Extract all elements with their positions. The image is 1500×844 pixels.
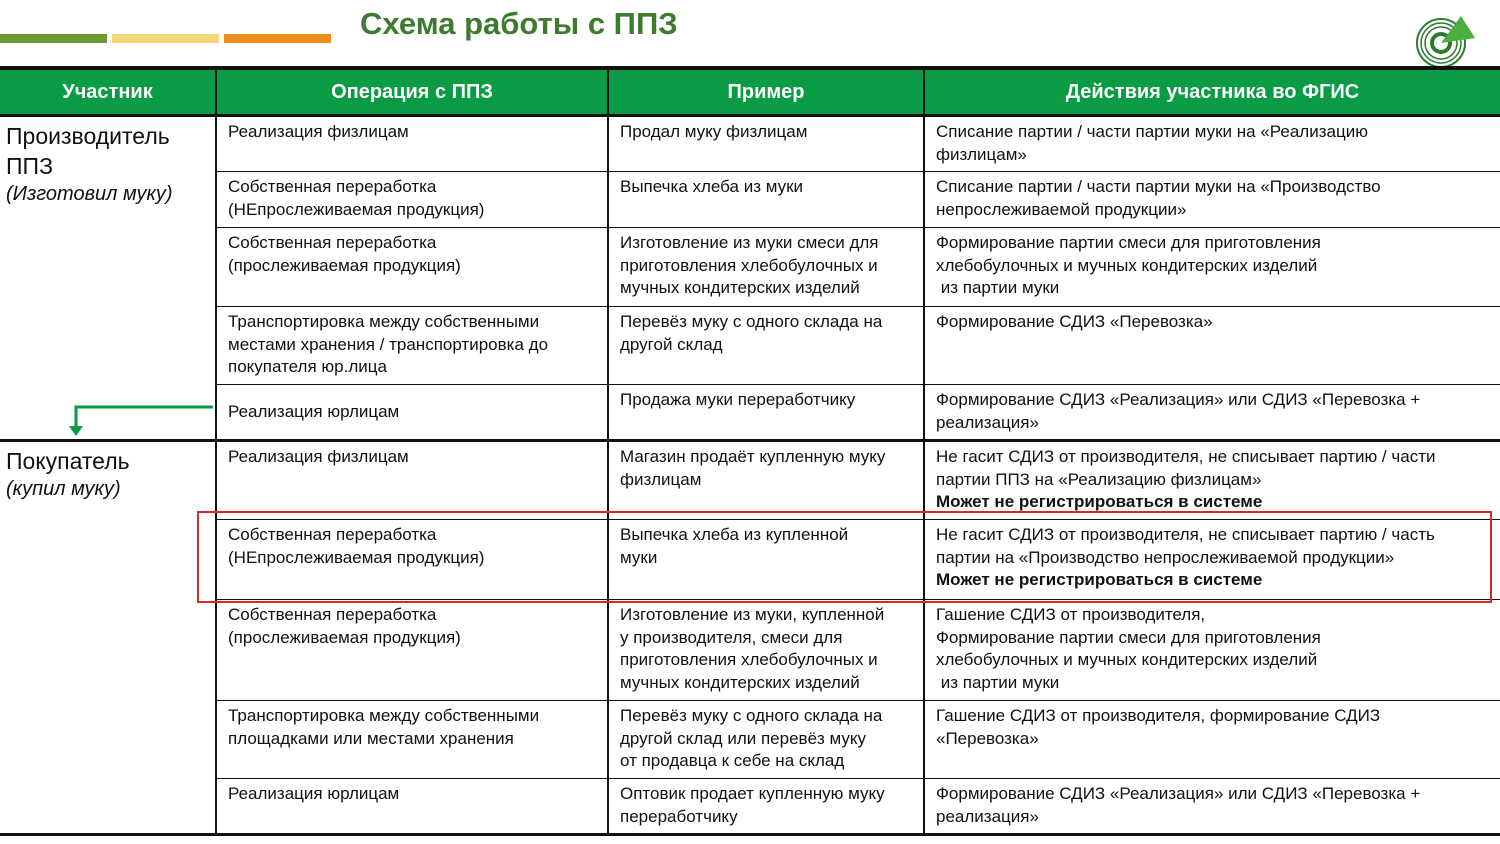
action-cell (924, 701, 1500, 779)
cell-line: Реализация юрлицам (228, 784, 400, 803)
table-header-row (0, 68, 1500, 116)
cell-line: приготовления хлебобулочных и (620, 650, 878, 669)
cell-line: Собственная переработка (228, 177, 437, 196)
cell-line: другой склад (620, 334, 723, 354)
decor-bar-yellow (112, 34, 219, 43)
decor-bar-green (0, 34, 107, 43)
cell-line: (прослеживаемая продукция) (228, 627, 461, 647)
cell-line: Собственная переработка (228, 233, 437, 252)
operation-cell (216, 307, 608, 385)
cell-line: Продал муку физлицам (620, 122, 808, 141)
cell-line: непрослеживаемой продукции» (936, 199, 1187, 219)
participant-producer (0, 116, 216, 441)
example-cell (608, 172, 924, 228)
cell-line: Гашение СДИЗ от производителя, формирование СДИЗ (936, 706, 1381, 725)
cell-line: Формирование СДИЗ «Перевозка» (936, 312, 1213, 331)
cell-line: Реализация юрлицам (228, 402, 400, 421)
action-cell (924, 520, 1500, 600)
example-cell (608, 520, 924, 600)
table-row (0, 385, 1500, 441)
example-cell (608, 385, 924, 441)
cell-line: местами хранения / транспортировка до (228, 334, 549, 354)
cell-line: Магазин продаёт купленную муку (620, 447, 886, 466)
example-cell (608, 307, 924, 385)
table-row (0, 116, 1500, 172)
cell-line: Изготовление из муки смеси для (620, 233, 879, 252)
action-cell (924, 307, 1500, 385)
cell-line: мучных кондитерских изделий (620, 672, 860, 692)
table-row (0, 600, 1500, 701)
cell-line: Оптовик продает купленную муку (620, 784, 885, 803)
cell-line: приготовления хлебобулочных и (620, 255, 878, 275)
operation-cell (216, 385, 608, 441)
cell-line-bold: Может не регистрироваться в системе (936, 492, 1263, 511)
page-title: Схема работы с ППЗ (360, 6, 678, 41)
cell-line: Списание партии / части партии муки на «Реализацию (936, 122, 1368, 141)
table-row (0, 172, 1500, 228)
example-cell (608, 116, 924, 172)
participant-note: (Изготовил муку) (6, 183, 173, 205)
ppz-table (0, 66, 1500, 836)
cell-line: Списание партии / части партии муки на «Производство (936, 177, 1381, 196)
header-actions: Действия участника во ФГИС (924, 68, 1500, 116)
operation-cell (216, 600, 608, 701)
action-cell (924, 600, 1500, 701)
cell-line: партии ППЗ на «Реализацию физлицам» (936, 469, 1262, 489)
example-cell (608, 779, 924, 835)
operation-cell (216, 701, 608, 779)
cell-line: хлебобулочных и мучных кондитерских изделий (936, 650, 1318, 669)
table-row (0, 701, 1500, 779)
table-row (0, 228, 1500, 307)
cell-line: Формирование партии смеси для приготовления (936, 627, 1321, 647)
header-operation: Операция с ППЗ (216, 68, 608, 116)
cell-line: (НЕпрослеживаемая продукция) (228, 547, 485, 567)
cell-line: физлицам (620, 469, 702, 489)
cell-line: у производителя, смеси для (620, 627, 843, 647)
example-cell (608, 701, 924, 779)
participant-name: Производитель (6, 123, 170, 149)
participant-name: ППЗ (6, 153, 53, 179)
circular-arrow-logo-icon (1411, 12, 1477, 70)
action-cell (924, 779, 1500, 835)
cell-line: физлицам» (936, 144, 1027, 164)
participant-name: Покупатель (6, 448, 130, 474)
cell-line: из партии муки (936, 672, 1060, 692)
operation-cell (216, 520, 608, 600)
action-cell (924, 441, 1500, 520)
operation-cell (216, 441, 608, 520)
cell-line: Реализация физлицам (228, 447, 409, 466)
cell-line: Не гасит СДИЗ от производителя, не списывает партию / части (936, 447, 1436, 466)
cell-line: реализация» (936, 412, 1039, 432)
cell-line: Перевёз муку с одного склада на (620, 312, 883, 331)
cell-line: реализация» (936, 806, 1039, 826)
cell-line: Выпечка хлеба из муки (620, 177, 804, 196)
cell-line: от продавца к себе на склад (620, 751, 845, 770)
cell-line: (прослеживаемая продукция) (228, 255, 461, 275)
cell-line: (НЕпрослеживаемая продукция) (228, 199, 485, 219)
cell-line: Выпечка хлеба из купленной (620, 525, 849, 544)
cell-line: Собственная переработка (228, 605, 437, 624)
table-row (0, 441, 1500, 520)
down-arrow-icon (60, 400, 220, 440)
cell-line: Транспортировка между собственными (228, 312, 540, 331)
cell-line: Формирование партии смеси для приготовления (936, 233, 1321, 252)
cell-line: муки (620, 547, 658, 567)
cell-line: другой склад или перевёз муку (620, 728, 867, 748)
cell-line: «Перевозка» (936, 728, 1039, 748)
operation-cell (216, 228, 608, 307)
table-row (0, 520, 1500, 600)
example-cell (608, 228, 924, 307)
cell-line: Формирование СДИЗ «Реализация» или СДИЗ «Перевозка + (936, 390, 1421, 409)
header-example: Пример (608, 68, 924, 116)
cell-line: площадками или местами хранения (228, 728, 514, 748)
action-cell (924, 116, 1500, 172)
operation-cell (216, 116, 608, 172)
cell-line: из партии муки (936, 278, 1060, 297)
operation-cell (216, 779, 608, 835)
example-cell (608, 441, 924, 520)
cell-line: Формирование СДИЗ «Реализация» или СДИЗ «Перевозка + (936, 784, 1421, 803)
cell-line: хлебобулочных и мучных кондитерских изделий (936, 255, 1318, 275)
cell-line: Гашение СДИЗ от производителя, (936, 605, 1206, 624)
action-cell (924, 228, 1500, 307)
cell-line: партии на «Производство непрослеживаемой продукции» (936, 547, 1395, 567)
cell-line: Изготовление из муки, купленной (620, 605, 885, 624)
cell-line: Собственная переработка (228, 525, 437, 544)
cell-line: Продажа муки переработчику (620, 390, 856, 409)
cell-line: переработчику (620, 806, 738, 826)
table-row (0, 307, 1500, 385)
cell-line: Не гасит СДИЗ от производителя, не списывает партию / часть (936, 525, 1435, 544)
cell-line: покупателя юр.лица (228, 357, 387, 376)
participant-note: (купил муку) (6, 478, 121, 500)
cell-line: мучных кондитерских изделий (620, 278, 860, 297)
operation-cell (216, 172, 608, 228)
header-participant: Участник (0, 68, 216, 116)
cell-line: Перевёз муку с одного склада на (620, 706, 883, 725)
cell-line-bold: Может не регистрироваться в системе (936, 570, 1263, 589)
action-cell (924, 385, 1500, 441)
cell-line: Транспортировка между собственными (228, 706, 540, 725)
table-row (0, 779, 1500, 835)
action-cell (924, 172, 1500, 228)
participant-buyer (0, 441, 216, 835)
example-cell (608, 600, 924, 701)
decor-bar-orange (224, 34, 331, 43)
cell-line: Реализация физлицам (228, 122, 409, 141)
